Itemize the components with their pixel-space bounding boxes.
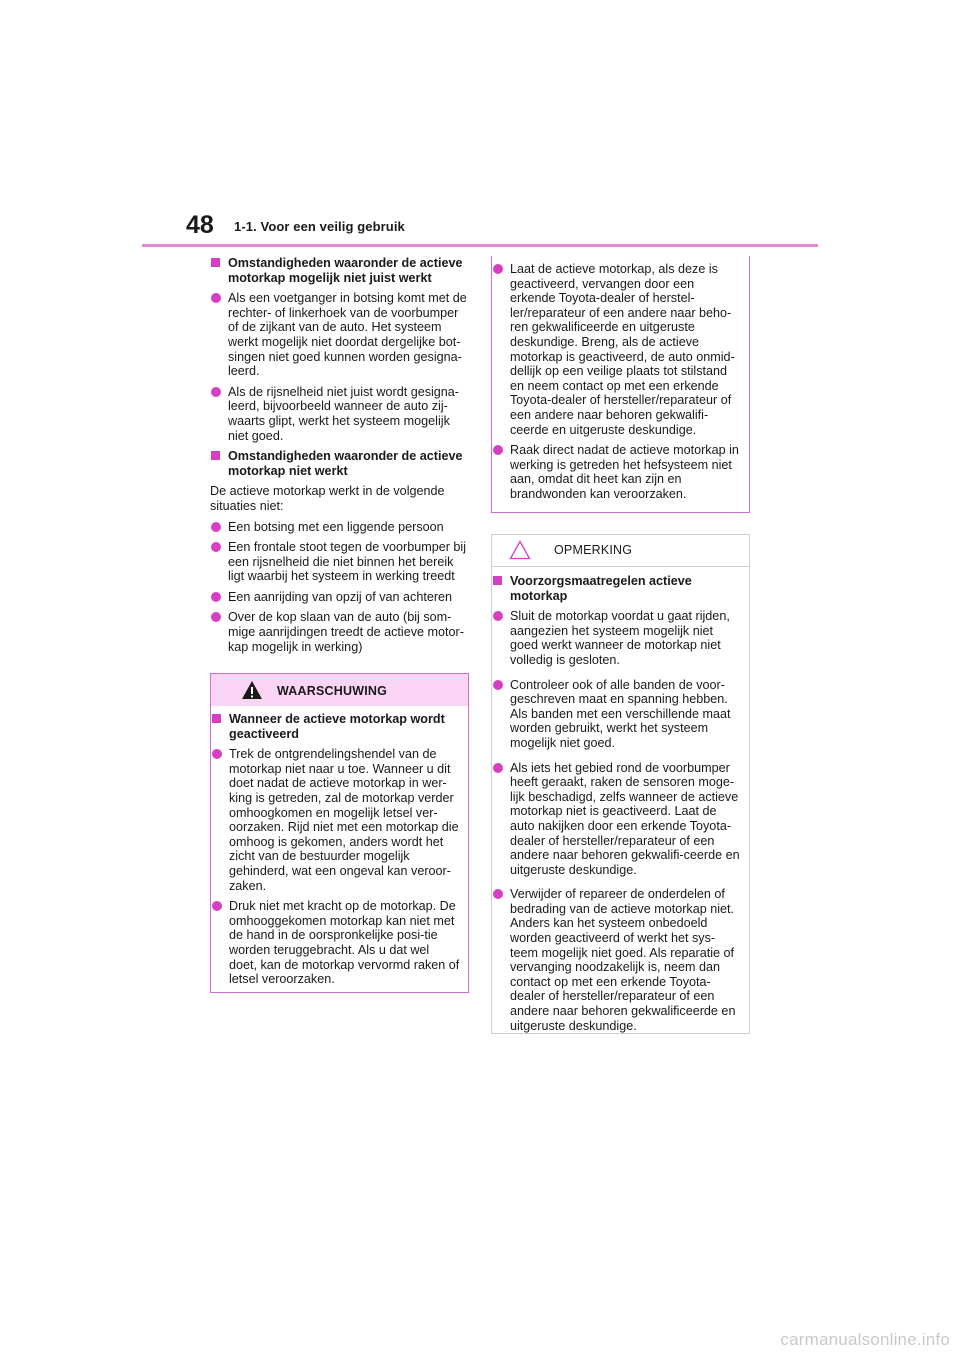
square-bullet-icon: [211, 451, 220, 460]
list-item: [492, 443, 741, 501]
note-box: [491, 534, 750, 1034]
page-number: 48: [186, 211, 214, 239]
round-bullet-icon: [493, 680, 503, 690]
warning-triangle-icon: [241, 680, 263, 700]
round-bullet-icon: [493, 445, 503, 455]
paragraph: De actieve motorkap werkt in de volgende situaties niet:: [210, 484, 445, 513]
warning-title: WAARSCHUWING: [277, 684, 388, 698]
round-bullet-icon: [211, 592, 221, 602]
list-item-text: Als de rijsnelheid niet juist wordt gesigna-leerd, bijvoorbeeld wanneer de auto zij-waarts glipt, werkt het systeem mogelijk niet goed.: [228, 384, 460, 443]
list-item: [211, 747, 460, 893]
square-bullet-icon: [493, 576, 502, 585]
list-item-text: Als iets het gebied rond de voorbumper heeft geraakt, raken de sensoren moge-lijk beschadigd, zelfs wanneer de actieve motorkap niet is geactiveerd. Laat de auto nakijken door een erkende Toyota-dealer of hersteller/reparateur of een andere naar behoren gekwalifi-ceerde en uitgeruste deskundige.: [510, 760, 740, 877]
round-bullet-icon: [211, 387, 221, 397]
subheading: [211, 712, 460, 741]
list-item-text: Druk niet met kracht op de motorkap. De omhooggekomen motorkap kan niet met de hand in de oorspronkelijke posi-tie worden teruggebracht. Als u dat wel doet, kan de motorkap vervormd raken of letsel veroorzaken.: [229, 899, 460, 987]
round-bullet-icon: [211, 542, 221, 552]
list-item-text: Controleer ook of alle banden de voor-geschreven maat en spanning hebben. Als banden met een verschillende maat worden gebruikt, werkt het systeem mogelijk niet goed.: [510, 677, 731, 750]
list-item-text: Sluit de motorkap voordat u gaat rijden, aangezien het systeem mogelijk niet goed werkt wanneer de motorkap niet volledig is gesloten.: [510, 609, 730, 667]
subheading: [210, 256, 470, 285]
note-body: [492, 567, 749, 1033]
list-item-text: Een botsing met een liggende persoon: [228, 519, 444, 534]
round-bullet-icon: [493, 889, 503, 899]
list-item: [210, 540, 470, 584]
round-bullet-icon: [212, 901, 222, 911]
list-item-text: Als een voetganger in botsing komt met de rechter- of linkerhoek van de voorbumper of de zijkant van de auto. Het systeem werkt mogelijk niet doordat dergelijke bot-singen niet goed kunnen worden gesigna-leerd.: [228, 291, 467, 379]
subheading: [492, 574, 741, 603]
list-item: [492, 887, 741, 1033]
list-item: [492, 678, 741, 751]
list-item-text: Raak direct nadat de actieve motorkap in werking is getreden het hefsysteem niet aan, omdat dit heet kan zijn en brandwonden kan veroorzaken.: [510, 443, 739, 501]
round-bullet-icon: [211, 612, 221, 622]
subheading-text: Omstandigheden waaronder de actieve motorkap niet werkt: [228, 449, 463, 478]
round-bullet-icon: [493, 763, 503, 773]
caution-outline-triangle-icon: [509, 540, 531, 560]
list-item-text: Een frontale stoot tegen de voorbumper bij een rijsnelheid die niet binnen het bereik ligt waarbij het systeem in werking treedt: [228, 540, 467, 584]
list-item-text: Laat de actieve motorkap, als deze is geactiveerd, vervangen door een erkende Toyota-dealer of herstel-ler/reparateur of een andere naar beho-ren gekwalificeerde en uitgeruste deskundige. Breng, als de actieve motorkap is geactiveerd, de auto onmid-dellijk op een veilige plaats tot stilstand en neem contact op met een erkende Toyota-dealer of hersteller/reparateur of een andere naar behoren gekwalifi-ceerde en uitgeruste deskundige.: [510, 262, 735, 437]
watermark: carmanualsonline.info: [780, 1330, 950, 1349]
note-header: [492, 535, 749, 567]
section-title: 1-1. Voor een veilig gebruik: [234, 219, 405, 234]
round-bullet-icon: [211, 522, 221, 532]
subheading-text: Voorzorgsmaatregelen actieve motorkap: [510, 574, 692, 603]
round-bullet-icon: [493, 611, 503, 621]
round-bullet-icon: [212, 749, 222, 759]
subheading-text: Omstandigheden waaronder de actieve motorkap mogelijk niet juist werkt: [228, 256, 463, 285]
list-item: [492, 262, 741, 437]
list-item-text: Een aanrijding van opzij of van achteren: [228, 589, 453, 604]
warning-body: [211, 706, 468, 987]
round-bullet-icon: [493, 264, 503, 274]
warning-continuation-body: [492, 256, 749, 502]
list-item: [211, 899, 460, 987]
left-column: [210, 256, 470, 660]
round-bullet-icon: [211, 293, 221, 303]
note-title: OPMERKING: [554, 543, 633, 557]
warning-header: [211, 674, 468, 706]
square-bullet-icon: [211, 258, 220, 267]
list-item: [210, 291, 470, 379]
subheading-text: Wanneer de actieve motorkap wordt geactiveerd: [229, 712, 445, 741]
list-item: [210, 590, 470, 605]
list-item: [210, 610, 470, 654]
list-item: [492, 609, 741, 667]
list-item: [492, 761, 741, 878]
square-bullet-icon: [212, 714, 221, 723]
list-item: [210, 520, 470, 535]
list-item-text: Trek de ontgrendelingshendel van de motorkap niet naar u toe. Wanneer u dit doet nadat de actieve motorkap in wer-king is getreden, zal de motorkap verder omhoogkomen en mogelijk letsel ver-oorzaken. Rijd niet met een motorkap die omhoog is gekomen, anders wordt het zicht van de bestuurder mogelijk gehinderd, wat een ongeval kan veroor-zaken.: [229, 747, 459, 893]
list-item-text: Verwijder of repareer de onderdelen of bedrading van de actieve motorkap niet. Anders kan het systeem onbedoeld worden geactiveerd of werkt het sys-teem mogelijk niet goed. Als reparatie of vervanging noodzakelijk is, neem dan contact op met een erkende Toyota-dealer of hersteller/reparateur of een andere naar behoren gekwalificeerde en uitgeruste deskundige.: [510, 887, 736, 1033]
warning-box: [210, 673, 469, 993]
list-item-text: Over de kop slaan van de auto (bij som-mige aanrijdingen treedt de actieve motor-kap mogelijk in werking): [228, 610, 464, 654]
list-item: [210, 385, 470, 443]
header-divider: [142, 244, 818, 247]
subheading: [210, 449, 470, 478]
warning-continuation-box: [491, 256, 750, 513]
